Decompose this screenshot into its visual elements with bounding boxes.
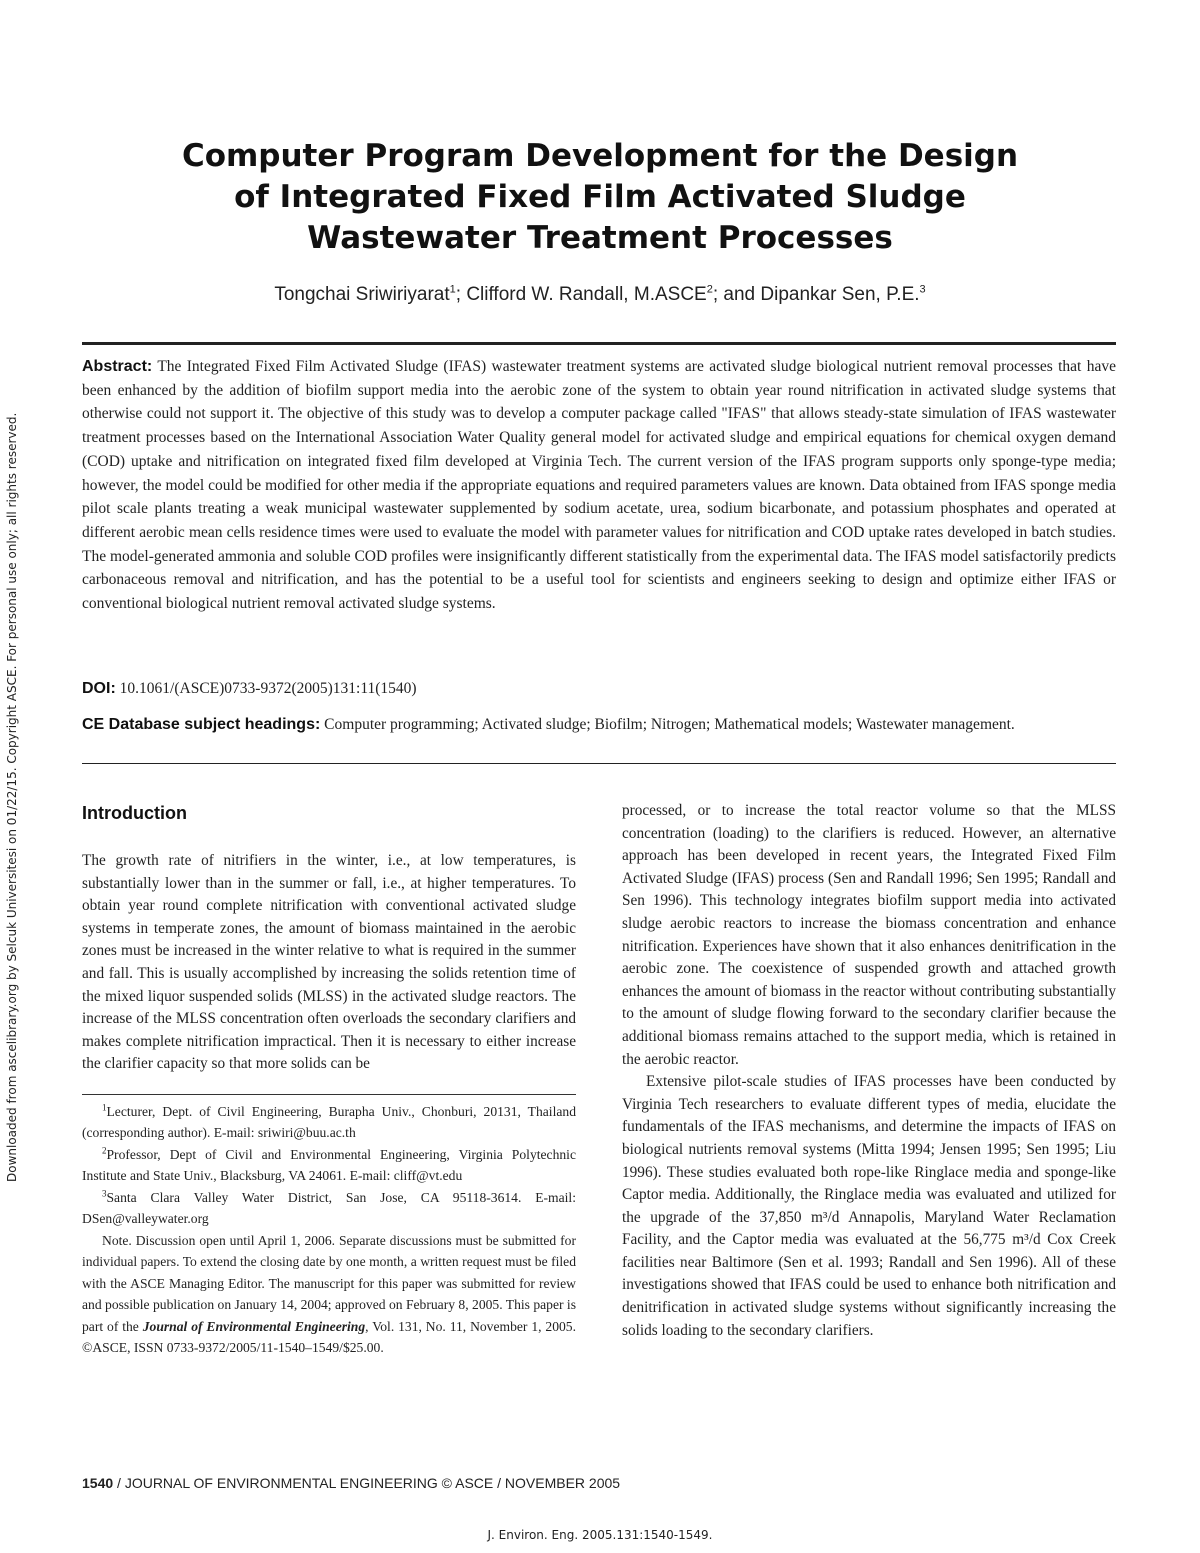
title-line: Computer Program Development for the Design bbox=[181, 138, 1019, 174]
footnote-3 bbox=[82, 1187, 576, 1230]
author-name: Dipankar Sen, P.E. bbox=[760, 284, 920, 305]
paper-title bbox=[82, 136, 1118, 259]
footnote-text: Professor, Dept of Civil and Environmental Engineering, Virginia Polytechnic Institute and State Univ., Blacksburg, VA 24061. E-mail: cliff@vt.edu bbox=[82, 1146, 576, 1184]
subject-headings-label: CE Database subject headings: bbox=[82, 716, 321, 733]
footnote-1 bbox=[82, 1101, 576, 1144]
author-name: Tongchai Sriwiriyarat bbox=[274, 284, 450, 305]
title-line: Wastewater Treatment Processes bbox=[307, 220, 893, 256]
subject-headings-value: Computer programming; Activated sludge; Biofilm; Nitrogen; Mathematical models; Wastewater management. bbox=[324, 716, 1015, 733]
author-separator: ; bbox=[455, 284, 467, 305]
note-text: Note. Discussion open until April 1, 2006. Separate discussions must be submitted for individual papers. To extend the closing date by one month, a written request must be filed with the ASCE Managing Editor. The manuscript for this paper was submitted for review and possible publication on January 14, 2004; approved on February 8, 2005. This paper is part of the bbox=[82, 1232, 576, 1334]
author-separator: ; and bbox=[712, 284, 761, 305]
journal-name: Journal of Environmental Engineering bbox=[142, 1318, 366, 1334]
abstract-text: The Integrated Fixed Film Activated Sludge (IFAS) wastewater treatment systems are activated sludge biological nutrient removal processes that have been enhanced by the addition of biofilm support media into the aerobic zone of the system to obtain year round nitrification in activated sludge systems that otherwise could not support it. The objective of this study was to develop a computer package called "IFAS" that allows steady-state simulation of IFAS wastewater treatment processes based on the International Association Water Quality general model for activated sludge and empirical equations for chemical oxygen demand (COD) uptake and nitrification on integrated fixed film developed at Virginia Tech. The current version of the IFAS program supports only sponge-type media; however, the model could be modified for other media if the appropriate equations and required parameters values are known. Data obtained from IFAS sponge media pilot scale plants treating a weak municipal wastewater supplemented by sodium acetate, urea, sodium bicarbonate, and potassium phosphates and operated at different aerobic mean cells residence times were used to evaluate the model with parameter values for nitrification and COD uptake rates developed in batch studies. The model-generated ammonia and soluble COD profiles were insignificantly different statistically from the experimental data. The IFAS model satisfactorily predicts carbonaceous removal and nitrification, and has the potential to be a useful tool for scientists and engineers seeking to design and optimize either IFAS or conventional biological nutrient removal activated sludge systems. bbox=[82, 358, 1116, 613]
abstract-label: Abstract: bbox=[82, 358, 153, 375]
footnote-marker: 3 bbox=[102, 1188, 107, 1199]
body-paragraph: processed, or to increase the total reactor volume so that the MLSS concentration (loading) to the clarifiers is reduced. However, an alternative approach has been developed in recent years, the Integrated Fixed Film Activated Sludge (IFAS) process (Sen and Randall 1996; Sen 1995; Randall and Sen 1996). This technology integrates biofilm support media into activated sludge aerobic reactors to increase the biomass concentration and enhance nitrification. Experiences have shown that it also enhances denitrification in the aerobic zone. The coexistence of suspended growth and attached growth enhances the amount of biomass in the reactor without contributing substantially to the amount of sludge flowing forward to the secondary clarifier because the additional biomass remains attached to the support media, which is retained in the aerobic reactor. bbox=[622, 802, 1116, 1068]
footnote-text: Lecturer, Dept. of Civil Engineering, Burapha Univ., Chonburi, 20131, Thailand (corresponding author). E-mail: sriwiri@buu.ac.th bbox=[82, 1103, 576, 1141]
running-footer bbox=[82, 1473, 782, 1493]
affiliation-marker: 3 bbox=[919, 283, 926, 296]
footnote-text: Santa Clara Valley Water District, San Jose, CA 95118-3614. E-mail: DSen@valleywater.org bbox=[82, 1189, 576, 1227]
right-column bbox=[622, 800, 1116, 1342]
affiliation-marker: 1 bbox=[449, 283, 456, 296]
body-paragraph: The growth rate of nitrifiers in the winter, i.e., at low temperatures, is substantially lower than in the summer or fall, i.e., at higher temperatures. To obtain year round complete nitrification with conventional activated sludge systems in temperate zones, the amount of biomass maintained in the aerobic zones must be increased in the winter relative to what is required in the summer and fall. This is usually accomplished by increasing the solids retention time of the mixed liquor suspended solids (MLSS) in the activated sludge reactors. The increase of the MLSS concentration often overloads the secondary clarifiers and makes complete nitrification impractical. Then it is necessary to either increase the clarifier capacity so that more solids can be bbox=[82, 852, 576, 1073]
footnote-marker: 1 bbox=[102, 1102, 107, 1113]
abstract bbox=[82, 355, 1116, 616]
footnote-marker: 2 bbox=[102, 1145, 107, 1156]
doi-line bbox=[82, 677, 1116, 701]
section-heading-introduction: Introduction bbox=[82, 803, 187, 823]
note-text: , Vol. 131, No. 11, November 1, 2005. ©ASCE, ISSN 0733-9372/2005/11-1540–1549/$25.00. bbox=[82, 1318, 576, 1356]
footnote-divider bbox=[82, 1094, 576, 1095]
page-number: 1540 bbox=[82, 1475, 114, 1491]
doi-value: 10.1061/(ASCE)0733-9372(2005)131:11(1540) bbox=[119, 680, 417, 697]
footnote-2 bbox=[82, 1144, 576, 1187]
title-line: of Integrated Fixed Film Activated Sludge bbox=[234, 179, 966, 215]
subject-headings bbox=[82, 713, 1116, 737]
author-list bbox=[82, 282, 1118, 308]
discussion-note bbox=[82, 1230, 576, 1359]
doi-label: DOI: bbox=[82, 680, 116, 697]
journal-footer-text: / JOURNAL OF ENVIRONMENTAL ENGINEERING © ASCE / NOVEMBER 2005 bbox=[113, 1475, 621, 1491]
author-name: Clifford W. Randall, M.ASCE bbox=[466, 284, 707, 305]
left-column bbox=[82, 800, 576, 1359]
citation-footer: J. Environ. Eng. 2005.131:1540-1549. bbox=[487, 1528, 713, 1542]
header-divider bbox=[82, 342, 1116, 345]
affiliation-marker: 2 bbox=[706, 283, 713, 296]
download-watermark: Downloaded from ascelibrary.org by Selcuk Universitesi on 01/22/15. Copyright ASCE. For personal use only; all rights reserved. bbox=[5, 412, 19, 1182]
section-divider bbox=[82, 763, 1116, 764]
body-paragraph: Extensive pilot-scale studies of IFAS processes have been conducted by Virginia Tech researchers to evaluate different types of media, elucidate the fundamentals of the IFAS mechanisms, and determine the impacts of IFAS on biological nutrients removal systems (Mitta 1994; Jensen 1995; Sen 1995; Liu 1996). These studies evaluated both rope-like Ringlace media and sponge-like Captor media. Additionally, the Ringlace media was evaluated and utilized for the upgrade of the 37,850 m³/d Annapolis, Maryland Water Reclamation Facility, and the Captor media was evaluated at the 56,775 m³/d Cox Creek facilities near Baltimore (Sen et al. 1993; Randall and Sen 1996). All of these investigations showed that IFAS could be used to enhance both nitrification and denitrification in activated sludge systems without significantly increasing the solids loading to the secondary clarifiers. bbox=[622, 1073, 1116, 1339]
